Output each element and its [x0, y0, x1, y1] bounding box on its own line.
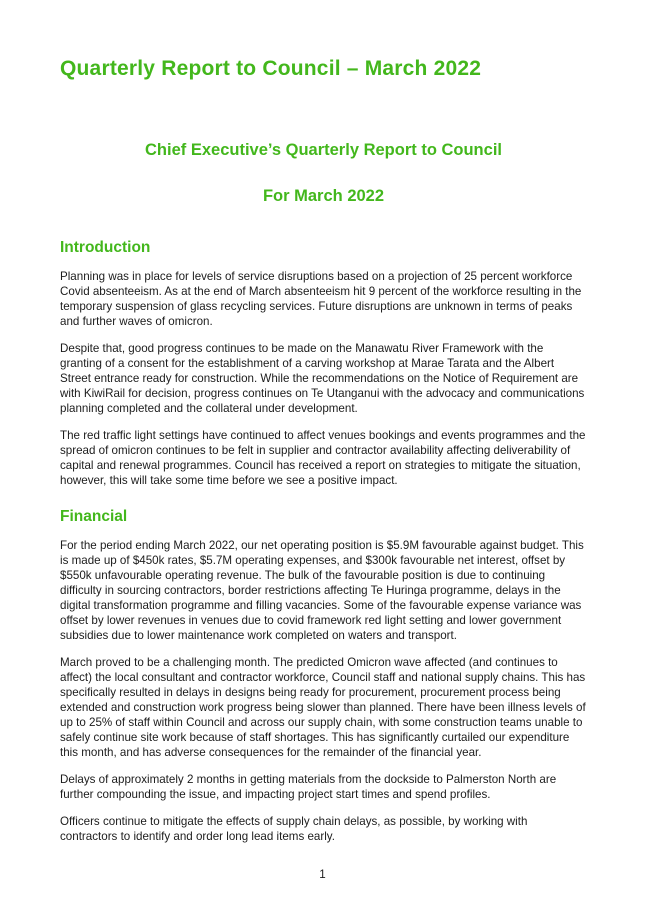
report-subtitle: Chief Executive’s Quarterly Report to Council [145, 141, 502, 159]
document-title: Quarterly Report to Council – March 2022 [60, 57, 482, 80]
report-period-subtitle: For March 2022 [262, 187, 385, 205]
section-heading-financial: Financial [60, 508, 128, 525]
introduction-paragraph-3: The red traffic light settings have continued to affect venues bookings and events programmes and the spread of omicron continues to be felt in supplier and contractor availability affecting deliverability of capital and renewal programmes. Council has received a report on strategies to mitigate the situation, however, this will take some time before we see a positive impact. [60, 429, 586, 487]
financial-paragraph-1: For the period ending March 2022, our net operating position is $5.9M favourable against budget. This is made up of $450k rates, $5.7M operating expenses, and $300k favourable net interest, offset by $550k unfavourable operating revenue. The bulk of the favourable position is due to continuing difficulty in sourcing contractors, border restrictions affecting Te Huringa programme, delays in the digital transformation programme and filling vacancies. Some of the favourable expense variance was offset by lower revenues in venues due to covid framework red light setting and lower government subsidies due to lower maintenance work completed on waters and transport. [60, 539, 584, 642]
document-content [60, 0, 587, 844]
section-heading-introduction: Introduction [60, 239, 151, 256]
financial-paragraph-2: March proved to be a challenging month. The predicted Omicron wave affected (and continues to affect) the local consultant and contractor workforce, Council staff and national supply chains. This has specifically resulted in delays in designs being ready for procurement, procurement process being extended and construction work progress being slower than planned. There have been illness levels of up to 25% of staff within Council and across our supply chain, with some construction teams unable to safely continue site work because of staff shortages. This has significantly curtailed our expenditure this month, and has adverse consequences for the remainder of the financial year. [60, 656, 586, 759]
introduction-paragraph-2: Despite that, good progress continues to be made on the Manawatu River Framework with the granting of a consent for the establishment of a carving workshop at Marae Tarata and the Albert Street entrance ready for construction. While the recommendations on the Notice of Requirement are with KiwiRail for decision, progress continues on Te Utanganui with the advocacy and communications planning completed and the collateral under development. [60, 342, 585, 415]
financial-paragraph-3: Delays of approximately 2 months in getting materials from the dockside to Palmerston North are further compounding the issue, and impacting project start times and spend profiles. [60, 773, 557, 801]
page-number: 1 [319, 868, 326, 881]
financial-paragraph-4: Officers continue to mitigate the effects of supply chain delays, as possible, by working with contractors to identify and order long lead items early. [60, 815, 528, 843]
introduction-paragraph-1: Planning was in place for levels of service disruptions based on a projection of 25 percent workforce Covid absenteeism. As at the end of March absenteeism hit 9 percent of the workforce resulting in the temporary suspension of glass recycling services. Future disruptions are unknown in terms of peaks and further waves of omicron. [60, 270, 582, 328]
